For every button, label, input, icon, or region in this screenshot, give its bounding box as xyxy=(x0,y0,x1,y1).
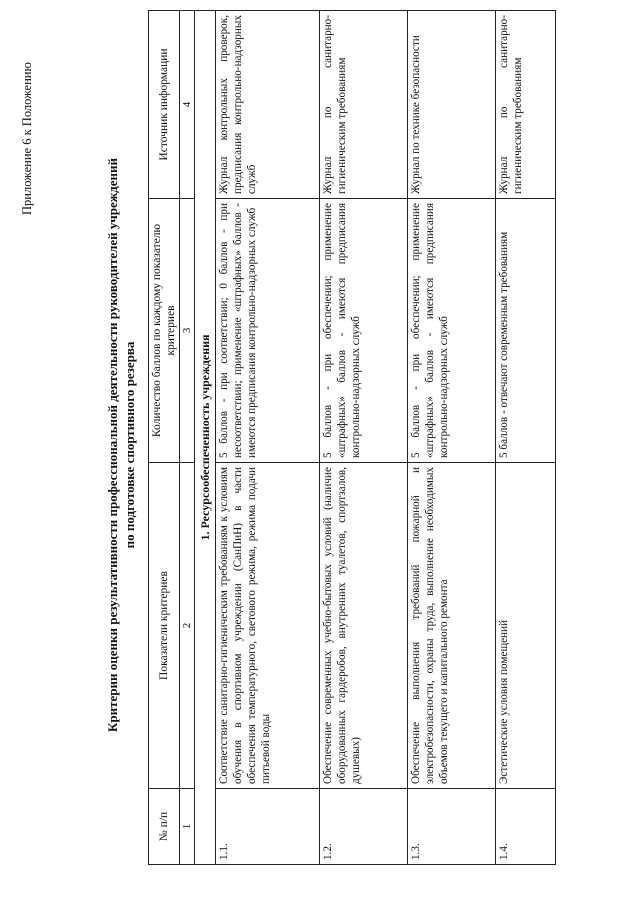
row-criterion: Обеспечение выполнения требований пожарной и электробезопасности, охраны труда, выполнение необходимых объемов текущего и капитального ремонта xyxy=(408,463,496,789)
row-points: 5 баллов - при обеспечении; применение «штрафных» баллов - имеются предписания контрольно-надзорных служб xyxy=(408,199,496,463)
table-row xyxy=(216,11,320,865)
row-points: 5 баллов - при соответствии; 0 баллов - при несоответствии; применение «штрафных» баллов - имеются предписания контрольно-надзорных служб xyxy=(216,199,320,463)
row-number: 1.1. xyxy=(216,789,320,865)
row-source: Журнал по санитарно-гигиеническим требованиям xyxy=(320,11,408,199)
criteria-table xyxy=(148,10,556,865)
header-number: № п/п xyxy=(149,789,180,865)
header-row xyxy=(149,11,180,865)
title-line-2: по подготовке спортивного резерва xyxy=(122,341,137,549)
column-number-row xyxy=(180,11,195,865)
header-points: Количество баллов по каждому показателю критериев xyxy=(149,199,180,463)
header-source: Источник информации xyxy=(149,11,180,199)
column-number: 3 xyxy=(180,199,195,463)
column-number: 2 xyxy=(180,463,195,789)
row-points: 5 баллов - отвечают современным требованиям xyxy=(496,199,556,463)
row-number: 1.4. xyxy=(496,789,556,865)
row-source: Журнал по технике безопасности xyxy=(408,11,496,199)
column-number: 4 xyxy=(180,11,195,199)
column-number: 1 xyxy=(180,789,195,865)
row-criterion: Обеспечение современных учебно-бытовых условий (наличие оборудованных гардеробов, внутренних туалетов, спортзалов, душевых) xyxy=(320,463,408,789)
header-criterion: Показатели критериев xyxy=(149,463,180,789)
table-row xyxy=(320,11,408,865)
document-title xyxy=(104,45,138,845)
row-source: Журнал контрольных проверок, предписания контрольно-надзорных служб xyxy=(216,11,320,199)
table-row xyxy=(496,11,556,865)
row-source: Журнал по санитарно-гигиеническим требованиям xyxy=(496,11,556,199)
row-points: 5 баллов - при обеспечении; применение «штрафных» баллов - имеются предписания контрольно-надзорных служб xyxy=(320,199,408,463)
appendix-label: Приложение 6 к Положению xyxy=(20,62,34,215)
row-number: 1.3. xyxy=(408,789,496,865)
table-row xyxy=(408,11,496,865)
row-criterion: Эстетические условия помещений xyxy=(496,463,556,789)
title-line-1: Критерии оценки результативности профессиональной деятельности руководителей учреждений xyxy=(105,158,120,733)
section-title: 1. Ресурсообеспеченность учреждения xyxy=(195,11,216,865)
row-criterion: Соответствие санитарно-гигиеническим требованиям к условиям обучения в спортивном учреждении (СанПиН) в части обеспечения температурного, светового режима, режима подачи питьевой воды xyxy=(216,463,320,789)
section-row xyxy=(195,11,216,865)
row-number: 1.2. xyxy=(320,789,408,865)
